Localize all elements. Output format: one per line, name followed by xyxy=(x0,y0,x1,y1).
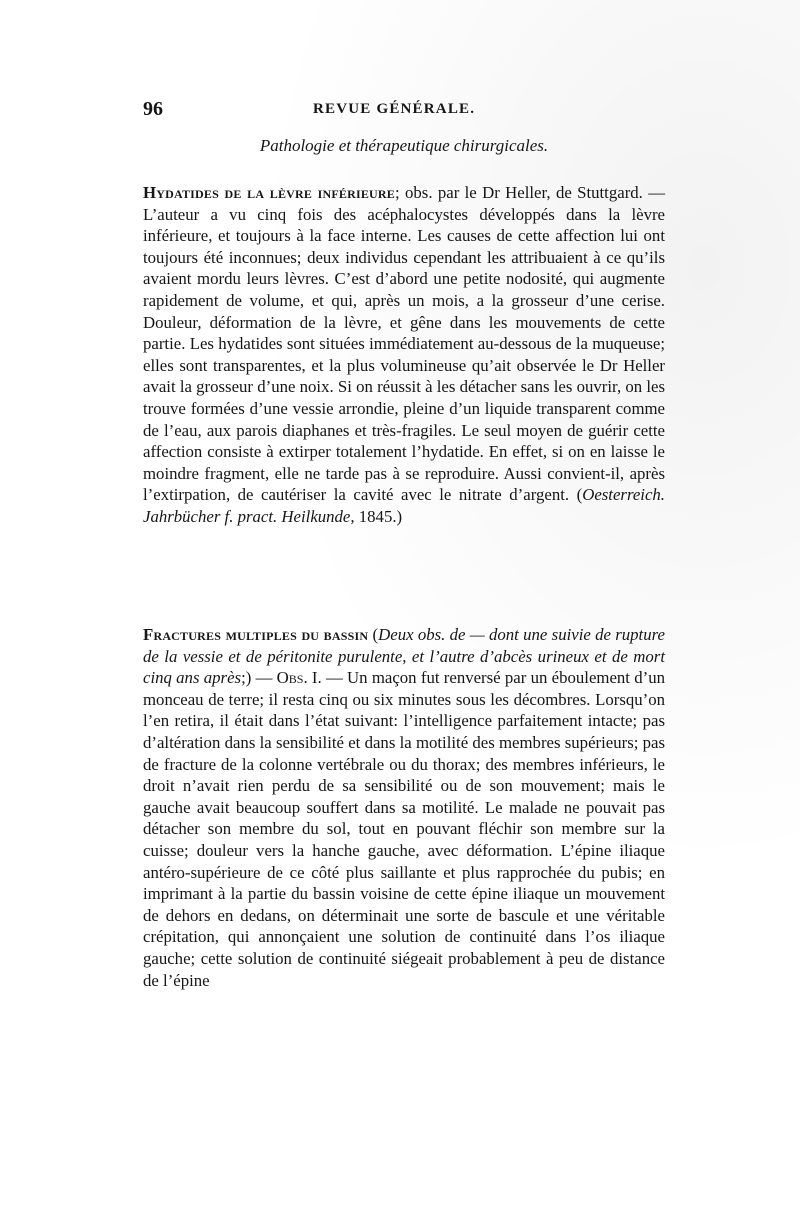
article-paragraph xyxy=(143,182,665,528)
page-number: 96 xyxy=(143,98,163,120)
article-tail: 1845.) xyxy=(354,506,403,526)
observation-label: Obs. I. xyxy=(276,668,322,688)
article-lip-hydatids xyxy=(143,182,665,528)
article-paragraph xyxy=(143,624,665,991)
section-title: Pathologie et thérapeutique chirurgicales. xyxy=(259,136,549,155)
article-lead: Hydatides de la lèvre inférieure xyxy=(143,183,395,202)
paren-open: ( xyxy=(368,625,379,644)
article-subtitle: Deux obs. de — dont une suivie de rupture de la vessie et de péritonite purulente, et l’autre d’abcès urineux et de mort cinq ans après xyxy=(143,625,665,688)
page-header xyxy=(143,98,665,122)
article-body: ; obs. par le Dr Heller, de Stuttgard. — L’auteur a vu cinq fois des acéphalocystes développés dans la lèvre inférieure, et toujours à la face interne. Les causes de cette affection lui ont toujours été inconnues; deux individus cependant les attribuaient à ce qu’ils avaient mordu leurs lèvres. C’est d’abord une petite nodosité, qui augmente rapidement de volume, et qui, après un mois, a la grosseur d’une cerise. Douleur, déformation de la lèvre, et gêne dans les mouvements de cette partie. Les hydatides sont situées immédiatement au-dessous de la muqueuse; elles sont transparentes, et la plus volumineuse qu’ait observée le Dr Heller avait la grosseur d’une noix. Si on réussit à les détacher sans les ouvrir, on les trouve formées d’une vessie arrondie, pleine d’un liquide transparent comme de l’eau, aux parois diaphanes et très-fragiles. Le seul moyen de guérir cette affection consiste à extirper totalement l’hydatide. En effet, si on en laisse le moindre fragment, elle ne tarde pas à se reproduire. Aussi convient-il, après l’extirpation, de cautériser la cavité avec le nitrate d’argent. ( xyxy=(143,183,665,505)
running-title: REVUE GÉNÉRALE. xyxy=(313,101,476,117)
article-lead: Fractures multiples du bassin xyxy=(143,625,369,644)
paren-close: ;) — xyxy=(241,668,277,688)
article-body: — Un maçon fut renversé par un éboulement d’un monceau de terre; il resta cinq ou six minutes sous les décombres. Lorsqu’on l’en retira, il était dans l’état suivant: l’intelligence parfaitement intacte; pas d’altération dans la sensibilité et dans la motilité des membres supérieurs; pas de fracture de la colonne vertébrale ou du thorax; des membres inférieurs, le droit n’avait rien perdu de sa sensibilité ou de son mouvement; mais le gauche avait beaucoup souffert dans sa motilité. Le malade ne pouvait pas détacher son membre du sol, tout en pouvant fléchir son membre sur la cuisse; douleur vers la hanche gauche, avec déformation. L’épine iliaque antéro-supérieure de ce côté plus saillante et plus rapprochée du pubis; en imprimant à la partie du bassin voisine de cette épine iliaque un mouvement de dehors en dedans, on déterminait une sorte de bascule et une véritable crépitation, qui annonçaient une solution de continuité dans l’os iliaque gauche; cette solution de continuité siégeait probablement à peu de distance de l’épine xyxy=(143,668,665,990)
article-source: Oesterreich. Jahrbücher f. pract. Heilkunde, xyxy=(143,485,665,526)
article-pelvis-fractures xyxy=(143,624,665,991)
